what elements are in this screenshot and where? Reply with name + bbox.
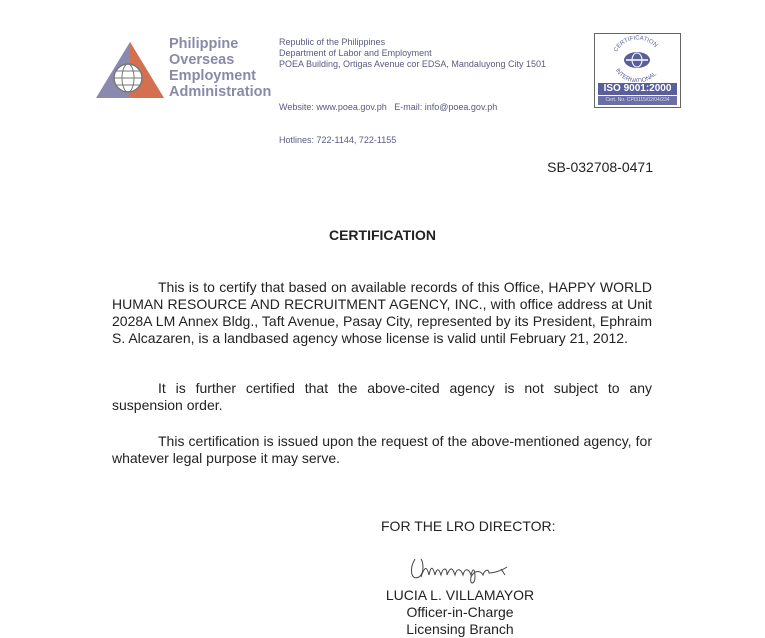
agency-line: Philippine bbox=[169, 36, 239, 52]
poea-logo-icon bbox=[94, 40, 166, 100]
agency-line: Overseas bbox=[169, 52, 235, 68]
address-line: POEA Building, Ortigas Avenue cor EDSA, Mandaluyong City 1501 bbox=[279, 59, 546, 69]
paragraph-certify: This is to certify that based on available records of this Office, HAPPY WORLD HUMAN RESOURCE AND RECRUITMENT AGENCY, INC., with office address at Unit 2028A LM Annex Bldg., Taft Avenue, Pasay City, represented by its President, Ephraim S. Alcazaren, is a landbased agency whose license is valid until February 21, 2012. bbox=[112, 279, 652, 346]
paragraph-purpose: This certification is issued upon the request of the above-mentioned agency, for whatever legal purpose it may serve. bbox=[112, 433, 652, 466]
contact-line: Website: www.poea.gov.ph E-mail: info@poea.gov.ph bbox=[279, 102, 498, 112]
agency-line: Employment bbox=[169, 68, 257, 84]
contact-line: Hotlines: 722-1144, 722-1155 bbox=[279, 135, 397, 145]
signatory-position: Officer-in-Charge bbox=[406, 604, 514, 620]
iso-badge bbox=[594, 33, 681, 108]
iso-standard: ISO 9001:2000 bbox=[598, 83, 677, 95]
certification-seal-icon bbox=[595, 34, 680, 82]
cert-number: Cert. No. CPI3115/02/04/234 bbox=[598, 96, 677, 105]
svg-text:CERTIFICATION: CERTIFICATION bbox=[613, 35, 659, 54]
document-title: CERTIFICATION bbox=[328, 227, 437, 243]
agency-line: Administration bbox=[169, 84, 272, 100]
svg-text:INTERNATIONAL: INTERNATIONAL bbox=[613, 67, 658, 82]
for-line: FOR THE LRO DIRECTOR: bbox=[381, 518, 556, 534]
address-line: Department of Labor and Employment bbox=[279, 48, 432, 58]
address-line: Republic of the Philippines bbox=[279, 37, 386, 47]
signature-icon bbox=[405, 555, 515, 587]
contact-block bbox=[279, 80, 497, 157]
paragraph-no-suspension: It is further certified that the above-cited agency is not subject to any suspension order. bbox=[112, 380, 652, 413]
agency-name bbox=[169, 36, 271, 100]
signatory-unit: Licensing Branch bbox=[406, 621, 514, 637]
signatory-block bbox=[370, 587, 550, 638]
signatory-name: LUCIA L. VILLAMAYOR bbox=[385, 587, 535, 603]
address-block bbox=[279, 37, 546, 70]
reference-number: SB-032708-0471 bbox=[547, 159, 653, 175]
